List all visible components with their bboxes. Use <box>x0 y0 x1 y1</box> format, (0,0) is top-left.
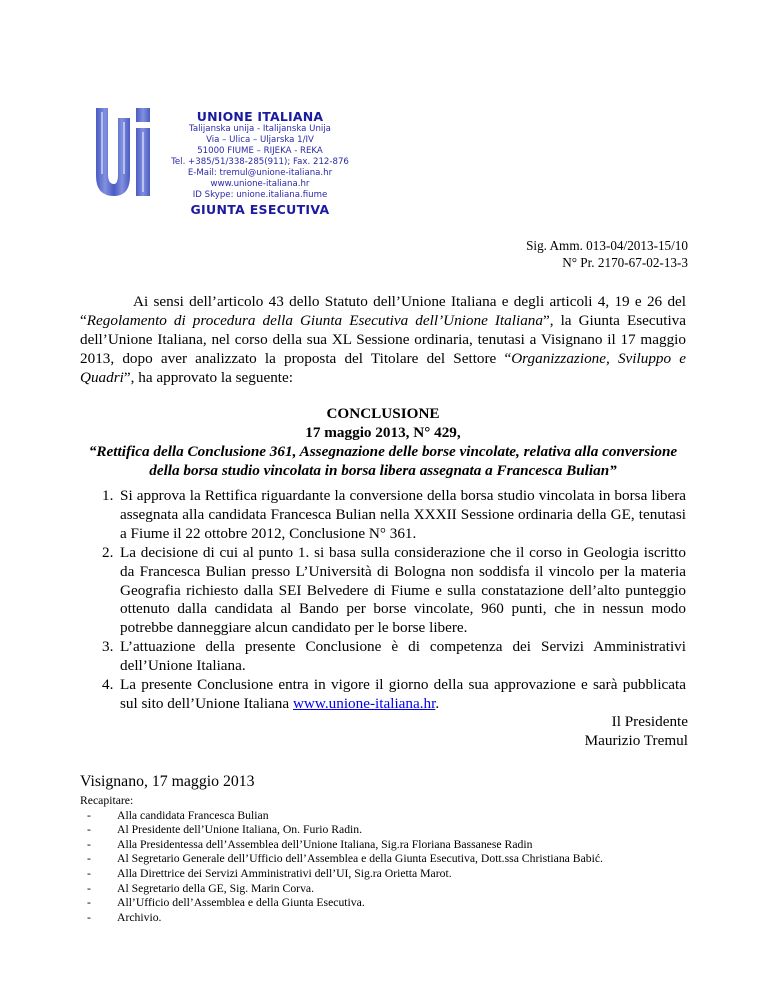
point-text: L’attuazione della presente Conclusione è di competenza dei Servizi Amministrativi dell’Unione Italiana. <box>120 638 686 675</box>
list-item: - All’Ufficio dell’Assemblea e della Giunta Esecutiva. <box>80 896 603 911</box>
point-text: La presente Conclusione entra in vigore il giorno della sua approvazione e sarà pubblicata sul sito dell’Unione Italiana <box>120 676 686 712</box>
org-name: UNIONE ITALIANA <box>196 109 324 124</box>
point-number: 3. <box>102 638 114 656</box>
conclusion-date-number: 17 maggio 2013, N° 429, <box>305 423 461 441</box>
list-item: - Alla Direttrice dei Servizi Amministrativi dell’UI, Sig.ra Orietta Marot. <box>80 867 603 882</box>
intro-paragraph <box>80 293 686 388</box>
letterhead-city: 51000 FIUME – RIJEKA - REKA <box>197 146 323 156</box>
letterhead-address: Via – Ulica – Uljarska 1/IV <box>206 135 314 145</box>
list-item <box>80 487 686 544</box>
list-item <box>80 544 686 639</box>
intro-part2: ”, la Giunta Esecutiva dell’Unione Italiana, nel corso della sua XL Sessione ordinaria, tenutasi a Visignano il 17 maggio 2013, dopo aver analizzato la proposta del Titolare del Settore “ <box>80 311 687 367</box>
list-item: - Archivio. <box>80 911 603 926</box>
list-item <box>80 638 686 676</box>
recipients-list <box>80 809 603 926</box>
intro-part1: Ai sensi dell’articolo 43 dello Statuto dell’Unione Italiana e degli articoli 4, 19 e 26 del “ <box>80 293 686 329</box>
ref-sig-amm: Sig. Amm. 013-04/2013-15/10 <box>526 238 688 253</box>
reference-numbers <box>526 237 688 271</box>
point-text-end: . <box>435 694 440 712</box>
logo-i-dot <box>136 108 150 122</box>
list-item: - Alla candidata Francesca Bulian <box>80 809 603 824</box>
list-item: - Al Segretario Generale dell’Ufficio dell’Assemblea e della Giunta Esecutiva, Dott.ssa Christiana Babić. <box>80 852 603 867</box>
conclusion-heading: CONCLUSIONE <box>326 405 440 422</box>
logo-u-left-stroke <box>96 108 114 196</box>
recipients-label: Recapitare: <box>80 794 134 807</box>
unione-italiana-logo <box>92 104 156 200</box>
letterhead-website: www.unione-italiana.hr <box>210 179 310 189</box>
place-and-date: Visignano, 17 maggio 2013 <box>80 773 255 790</box>
list-item <box>80 676 686 714</box>
conclusion-title-block <box>80 405 686 481</box>
ref-num-pr: N° Pr. 2170-67-02-13-3 <box>562 255 688 270</box>
letterhead-line: Talijanska unija - Italijanska Unija <box>189 124 331 134</box>
point-text: Si approva la Rettifica riguardante la conversione della borsa studio vincolata in borsa libera assegnata alla candidata Francesca Bulian nella XXXII Sessione ordinaria della GE, tenutasi a Fiume il 22 ottobre 2012, Conclusione N° 361. <box>120 487 686 542</box>
intro-regolamento-title: Regolamento di procedura della Giunta Esecutiva dell’Unione Italiana <box>86 311 543 329</box>
conclusion-subject: “Rettifica della Conclusione 361, Assegnazione delle borse vincolate, relativa alla conversione della borsa studio vincolata in borsa libera assegnata a Francesca Bulian” <box>88 442 678 479</box>
point-number: 2. <box>102 543 114 561</box>
recipients-block <box>80 794 603 925</box>
signatory-name: Maurizio Tremul <box>584 732 688 749</box>
signature-block <box>585 712 688 750</box>
logo-u-right-stroke <box>114 118 130 196</box>
list-item: - Al Segretario della GE, Sig. Marin Corva. <box>80 882 603 897</box>
dept-name: GIUNTA ESECUTIVA <box>190 202 330 217</box>
conclusion-points <box>80 487 686 714</box>
letterhead-phone: Tel. +385/51/338-285(911); Fax. 212-876 <box>171 157 349 167</box>
point-number: 1. <box>102 487 114 504</box>
intro-part3: ”, ha approvato la seguente: <box>123 368 293 386</box>
letterhead-email: E-Mail: tremul@unione-italiana.hr <box>187 168 333 178</box>
signatory-role: Il Presidente <box>611 713 688 730</box>
point-text: La decisione di cui al punto 1. si basa sulla considerazione che il corso in Geologia iscritto da Francesca Bulian presso L’Università di Bologna non soddisfa il vincolo per la materia Geografia richiesto dalla SEI Belvedere di Fiume e sulla constatazione dell’alto punteggio ottenuto dalla candidata al Bando per borse vincolate, 960 punti, che in nessun modo potrebbe danneggiare alcun candidato per le borse libere. <box>120 543 686 637</box>
point-number: 4. <box>102 676 114 694</box>
letterhead-skype: ID Skype: unione.italiana.fiume <box>192 190 328 200</box>
letterhead <box>155 109 365 218</box>
website-link[interactable]: www.unione-italiana.hr <box>292 694 436 712</box>
list-item: - Al Presidente dell’Unione Italiana, On. Furio Radin. <box>80 823 603 838</box>
list-item: - Alla Presidentessa dell’Assemblea dell’Unione Italiana, Sig.ra Floriana Bassanese Radin <box>80 838 603 853</box>
intro-settore-name: Organizzazione, Sviluppo e Quadri <box>80 349 686 386</box>
